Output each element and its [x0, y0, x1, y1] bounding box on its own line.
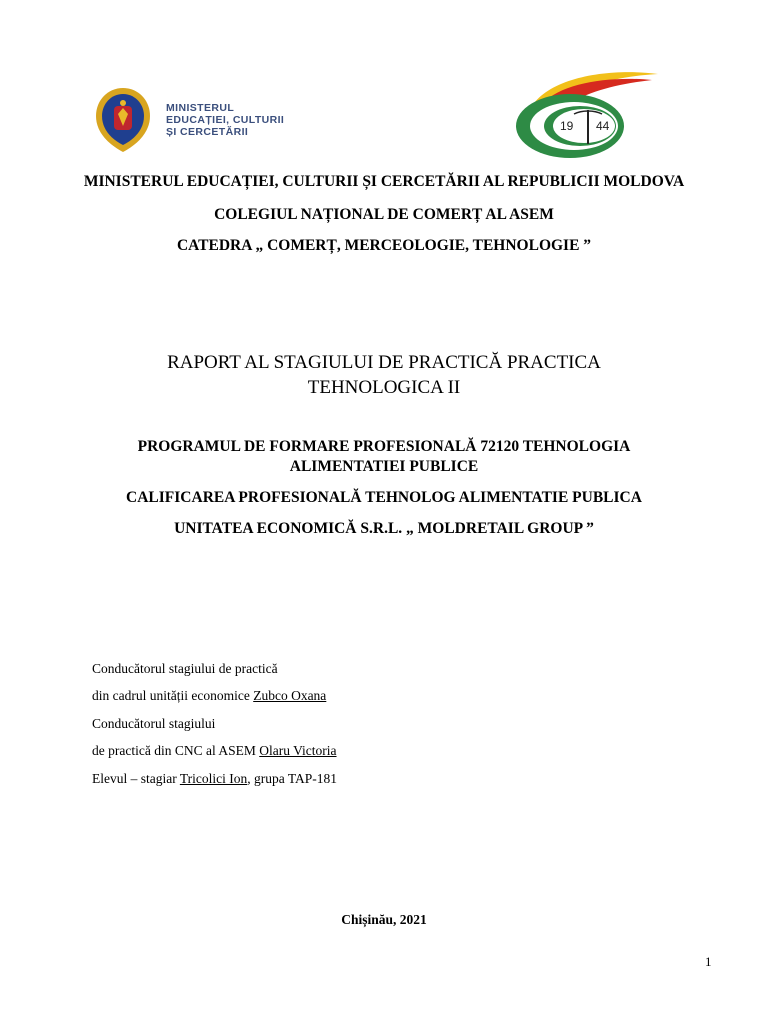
department-heading: CATEDRA „ COMERȚ, MERCEOLOGIE, TEHNOLOGIE ” — [176, 237, 592, 254]
college-supervisor-label: de practică din CNC al ASEM — [92, 743, 260, 758]
ministry-seal-icon — [92, 86, 154, 156]
unit-supervisor-line — [92, 688, 326, 704]
ministry-logo-line: MINISTERUL — [166, 102, 235, 114]
student-group: , grupa TAP-181 — [247, 771, 338, 786]
student-line — [92, 771, 337, 787]
unit-supervisor-name: Zubco Oxana — [253, 688, 327, 703]
college-logo-year-right: 44 — [596, 119, 610, 133]
college-supervisor-line — [92, 743, 337, 759]
economic-unit: UNITATEA ECONOMICĂ S.R.L. „ MOLDRETAIL GROUP ” — [174, 520, 594, 537]
report-title: RAPORT AL STAGIULUI DE PRACTICĂ PRACTICA TEHNOLOGICA II — [167, 352, 601, 398]
college-supervisor-name: Olaru Victoria — [259, 743, 337, 758]
ministry-heading: MINISTERUL EDUCAȚIEI, CULTURII ȘI CERCETĂRII AL REPUBLICII MOLDOVA — [83, 173, 685, 190]
supervisor-line: Conducătorul stagiului de practică — [92, 661, 278, 676]
ministry-logo-line: ȘI CERCETĂRII — [166, 126, 249, 138]
student-name: Tricolici Ion — [179, 771, 248, 786]
ministry-logo-text — [166, 102, 284, 138]
qualification: CALIFICAREA PROFESIONALĂ TEHNOLOG ALIMENTATIE PUBLICA — [126, 489, 642, 506]
college-logo-year-left: 19 — [560, 119, 574, 133]
supervisor-line-2: Conducătorul stagiului — [92, 716, 216, 731]
college-logo — [512, 66, 662, 166]
ministry-logo-line: EDUCAȚIEI, CULTURII — [166, 114, 285, 126]
page-number: 1 — [705, 954, 712, 969]
student-label: Elevul – stagiar — [92, 771, 180, 786]
college-heading: COLEGIUL NAȚIONAL DE COMERȚ AL ASEM — [214, 206, 554, 223]
city-year: Chișinău, 2021 — [341, 912, 427, 927]
training-program: PROGRAMUL DE FORMARE PROFESIONALĂ 72120 TEHNOLOGIA ALIMENTATIEI PUBLICE — [137, 438, 631, 475]
unit-supervisor-label: din cadrul unității economice — [92, 688, 254, 703]
ministry-logo — [92, 86, 302, 158]
